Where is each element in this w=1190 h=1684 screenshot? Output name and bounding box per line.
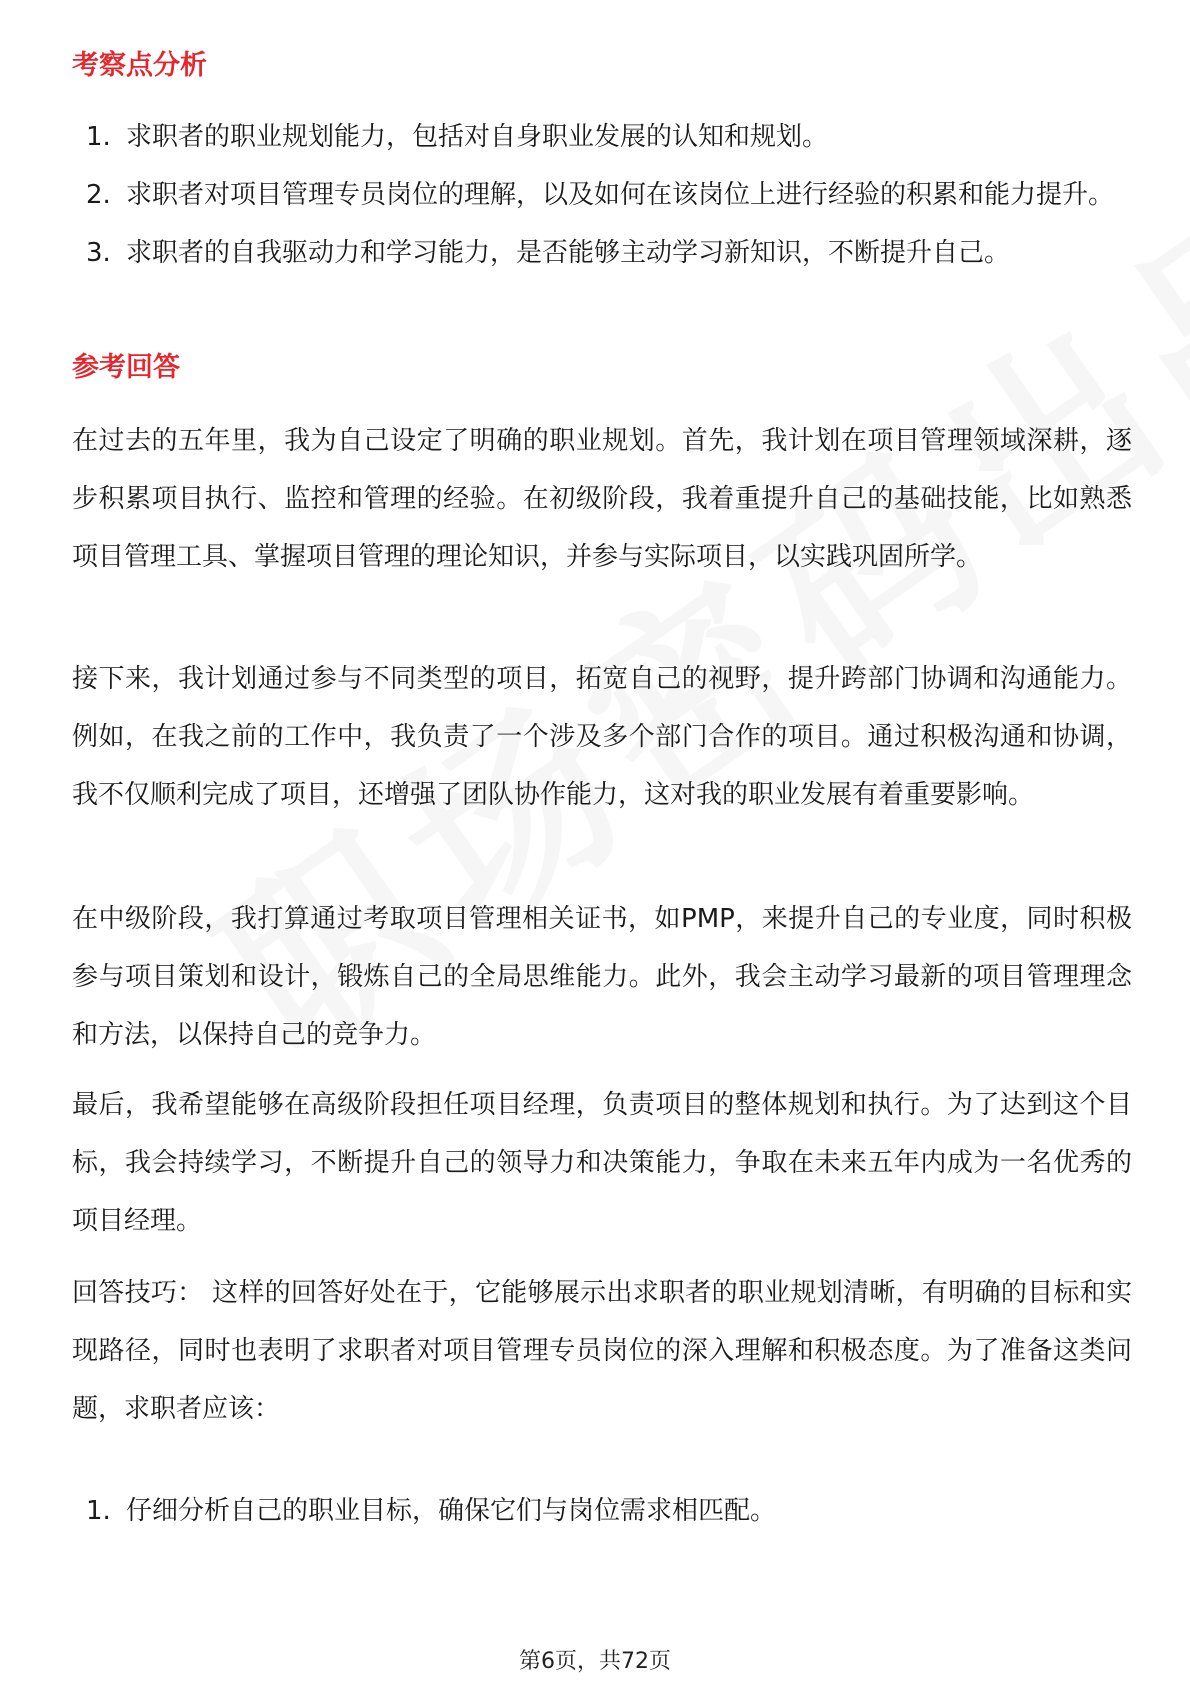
list-item-number: 3. [86, 238, 111, 268]
list-item-number: 2. [86, 180, 111, 210]
analysis-heading: 考察点分析 [72, 50, 207, 81]
answer-paragraph: 在过去的五年里，我为自己设定了明确的职业规划。首先，我计划在项目管理领域深耕，逐步积累项目执行、监控和管理的经验。在初级阶段，我着重提升自己的基础技能，比如熟悉项目管理工具、掌握项目管理的理论知识，并参与实际项目，以实践巩固所学。 [72, 426, 1132, 572]
list-item [72, 224, 1132, 282]
answer-heading: 参考回答 [72, 352, 180, 383]
tips-list [72, 1482, 1132, 1540]
answer-paragraph: 最后，我希望能够在高级阶段担任项目经理，负责项目的整体规划和执行。为了达到这个目标，我会持续学习，不断提升自己的领导力和决策能力，争取在未来五年内成为一名优秀的项目经理。 [72, 1090, 1132, 1236]
page-footer: 第6页，共72页 [519, 1649, 671, 1674]
list-item [72, 1482, 1132, 1540]
analysis-list [72, 108, 1132, 282]
list-item-text: 仔细分析自己的职业目标，确保它们与岗位需求相匹配。 [126, 1496, 777, 1526]
list-item [72, 108, 1132, 166]
list-item-text: 求职者的职业规划能力，包括对自身职业发展的认知和规划。 [126, 122, 829, 152]
answer-tips-paragraph: 回答技巧： 这样的回答好处在于，它能够展示出求职者的职业规划清晰，有明确的目标和实现路径，同时也表明了求职者对项目管理专员岗位的深入理解和积极态度。为了准备这类问题，求职者应该： [72, 1278, 1132, 1424]
answer-paragraph: 接下来，我计划通过参与不同类型的项目，拓宽自己的视野，提升跨部门协调和沟通能力。例如，在我之前的工作中，我负责了一个涉及多个部门合作的项目。通过积极沟通和协调，我不仅顺利完成了项目，还增强了团队协作能力，这对我的职业发展有着重要影响。 [72, 664, 1132, 810]
list-item-text: 求职者的自我驱动力和学习能力，是否能够主动学习新知识，不断提升自己。 [126, 238, 1011, 268]
list-item-number: 1. [86, 122, 111, 152]
list-item-text: 求职者对项目管理专员岗位的理解，以及如何在该岗位上进行经验的积累和能力提升。 [126, 180, 1115, 210]
list-item [72, 166, 1132, 224]
answer-paragraph: 在中级阶段，我打算通过考取项目管理相关证书，如PMP，来提升自己的专业度，同时积极参与项目策划和设计，锻炼自己的全局思维能力。此外，我会主动学习最新的项目管理理念和方法，以保持自己的竞争力。 [72, 904, 1132, 1050]
list-item-number: 1. [86, 1496, 111, 1526]
